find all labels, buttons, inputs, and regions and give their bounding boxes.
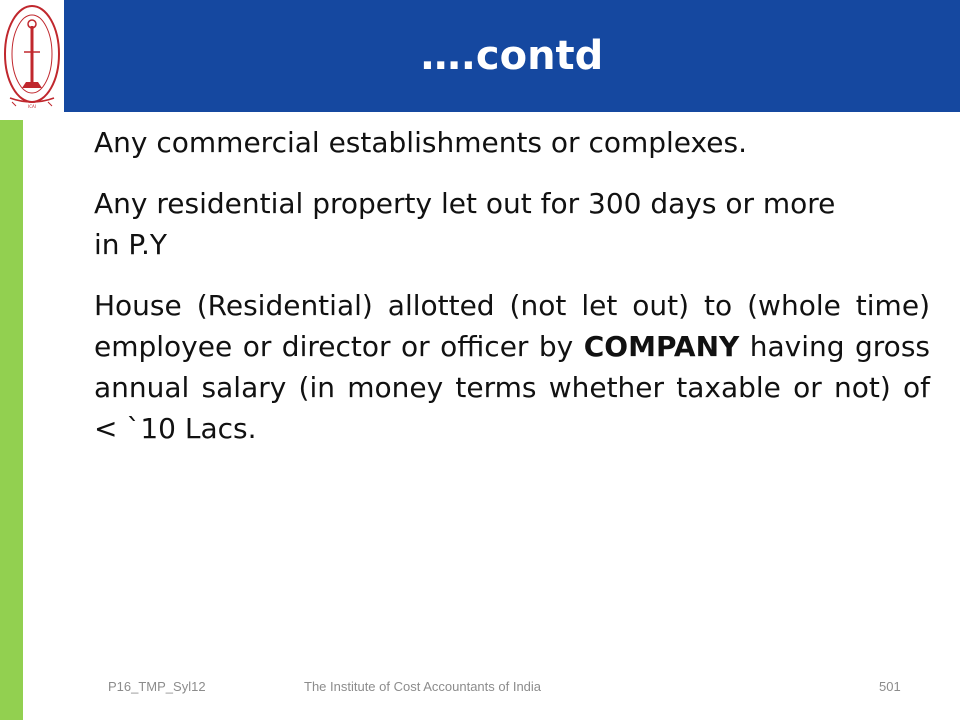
footer-code: P16_TMP_Syl12 (108, 679, 206, 694)
bullet-text-before: House (Residential) allotted (not let out) to (whole time) employee or director or officer by (94, 289, 930, 363)
footer-page-number: 501 (879, 679, 901, 694)
bullet-text: Any commercial establishments or complexes. (94, 126, 747, 159)
slide-title: ….contd (420, 33, 604, 79)
side-accent-bar (0, 120, 23, 720)
bullet-emphasis: COMPANY (583, 330, 740, 363)
bullet-residential (94, 183, 930, 265)
bullet-line: in P.Y (94, 228, 167, 261)
bullet-line: Any residential property let out for 300 days or more (94, 187, 836, 220)
institute-seal-icon (2, 2, 62, 110)
bullet-text-after: having gross annual salary (in money terms whether taxable or not) of < `10 Lacs. (94, 330, 930, 445)
footer-institute: The Institute of Cost Accountants of India (304, 679, 542, 694)
svg-text:ICAI: ICAI (28, 104, 36, 109)
bullet-house-allotted (94, 285, 930, 449)
slide-content (94, 120, 930, 469)
bullet-commercial (94, 122, 930, 163)
logo-container (0, 0, 64, 112)
